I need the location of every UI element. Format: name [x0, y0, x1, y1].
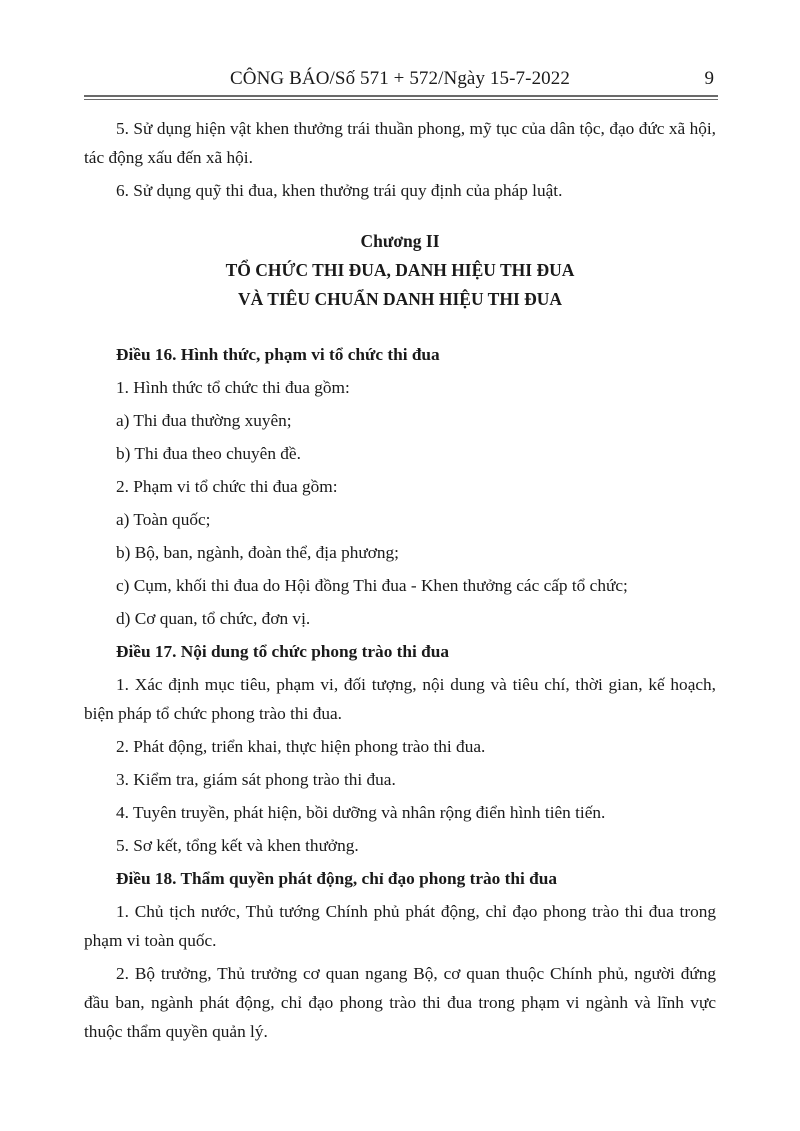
page-header [84, 68, 716, 92]
chapter-title-line-1: TỔ CHỨC THI ĐUA, DANH HIỆU THI ĐUA [225, 260, 575, 280]
gazette-title: CÔNG BÁO/Số 571 + 572/Ngày 15-7-2022 [230, 68, 570, 89]
article-16-heading: Điều 16. Hình thức, phạm vi tổ chức thi đua [116, 345, 440, 364]
page-number: 9 [704, 68, 714, 89]
article-18-heading: Điều 18. Thẩm quyền phát động, chỉ đạo phong trào thi đua [116, 869, 557, 888]
article-16-item: a) Thi đua thường xuyên; [116, 411, 292, 430]
article-16-item: c) Cụm, khối thi đua do Hội đồng Thi đua - Khen thưởng các cấp tổ chức; [116, 576, 628, 595]
article-17-item: 3. Kiểm tra, giám sát phong trào thi đua. [116, 770, 396, 789]
paragraph-intro-6: 6. Sử dụng quỹ thi đua, khen thưởng trái quy định của pháp luật. [116, 181, 563, 200]
article-17-item: 2. Phát động, triển khai, thực hiện phong trào thi đua. [116, 737, 486, 756]
header-double-rule [84, 95, 718, 100]
article-16-item: d) Cơ quan, tổ chức, đơn vị. [116, 609, 311, 628]
article-17-heading: Điều 17. Nội dung tổ chức phong trào thi đua [116, 642, 450, 661]
article-16-item: 2. Phạm vi tổ chức thi đua gồm: [116, 477, 338, 496]
article-16-item: 1. Hình thức tổ chức thi đua gồm: [116, 378, 350, 397]
article-17-item: 5. Sơ kết, tổng kết và khen thưởng. [116, 836, 359, 855]
article-18-item: 2. Bộ trưởng, Thủ trưởng cơ quan ngang Bộ, cơ quan thuộc Chính phủ, người đứng đầu ban, ngành phát động, chỉ đạo phong trào thi đua trong phạm vi ngành và lĩnh vực thuộc thẩm quyền quản lý. [84, 964, 716, 1041]
document-body [84, 114, 716, 1050]
article-16-item: b) Bộ, ban, ngành, đoàn thể, địa phương; [116, 543, 399, 562]
paragraph-intro-5: 5. Sử dụng hiện vật khen thưởng trái thuần phong, mỹ tục của dân tộc, đạo đức xã hội, tác động xấu đến xã hội. [84, 119, 716, 167]
article-18-item: 1. Chủ tịch nước, Thủ tướng Chính phủ phát động, chỉ đạo phong trào thi đua trong phạm vi toàn quốc. [84, 902, 716, 950]
article-17-item: 1. Xác định mục tiêu, phạm vi, đối tượng, nội dung và tiêu chí, thời gian, kế hoạch, biện pháp tổ chức phong trào thi đua. [84, 675, 716, 723]
chapter-title-line-2: VÀ TIÊU CHUẨN DANH HIỆU THI ĐUA [237, 289, 563, 309]
chapter-heading [84, 227, 716, 314]
article-16-item: a) Toàn quốc; [116, 510, 211, 529]
article-17-item: 4. Tuyên truyền, phát hiện, bồi dưỡng và nhân rộng điển hình tiên tiến. [116, 803, 606, 822]
article-16-item: b) Thi đua theo chuyên đề. [116, 444, 301, 463]
chapter-label: Chương II [360, 231, 440, 251]
